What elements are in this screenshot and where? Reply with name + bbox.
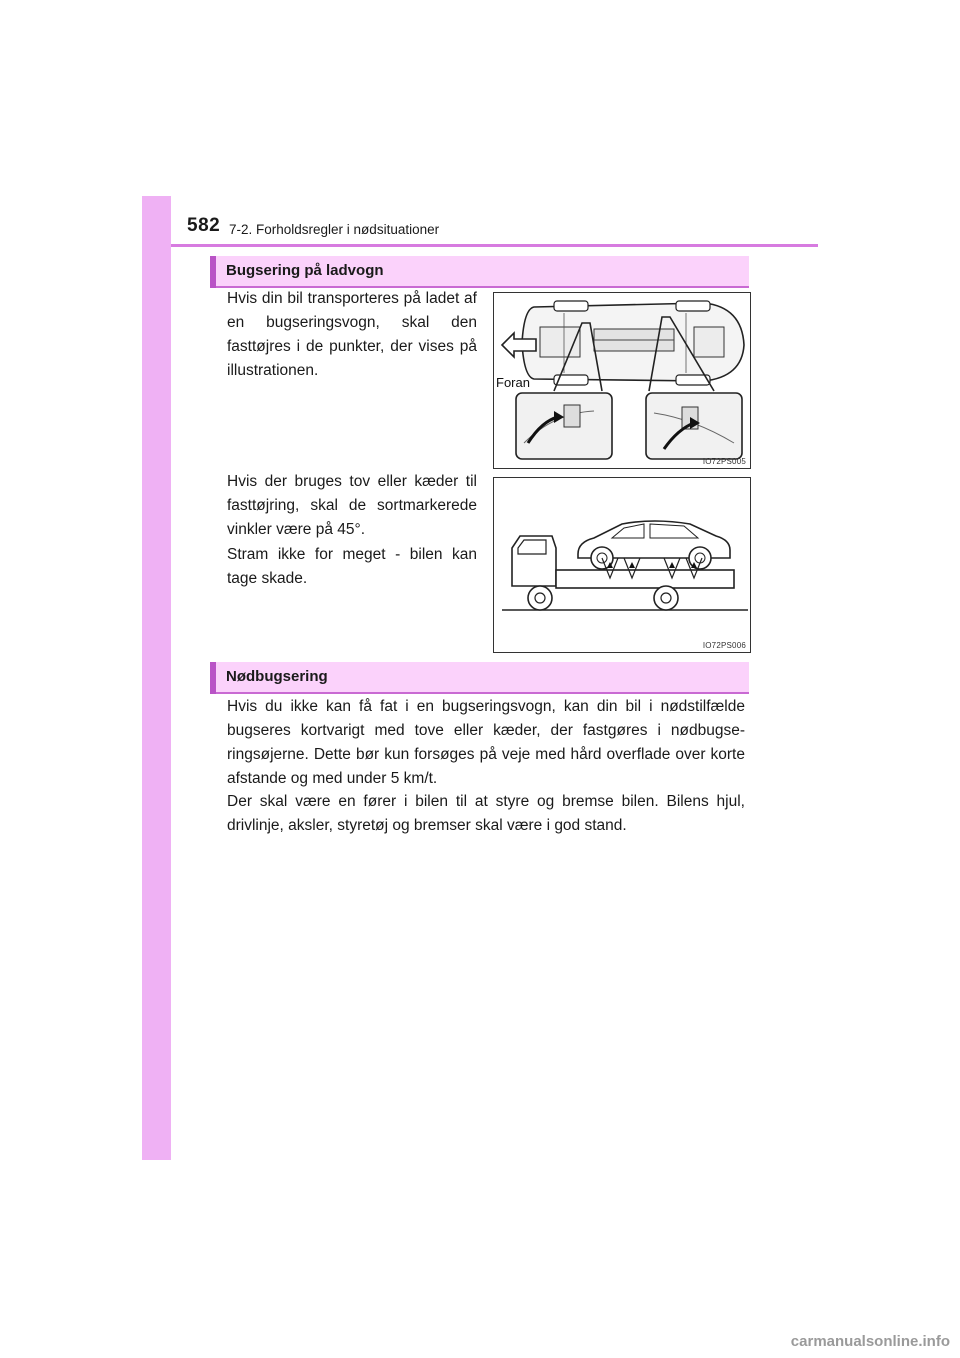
figure-code: IO72PS006 [702, 641, 746, 650]
section-heading-text: Bugsering på ladvogn [226, 262, 384, 279]
header-rule [171, 244, 818, 247]
watermark: carmanualsonline.info [790, 1333, 950, 1350]
chapter-side-strip [142, 196, 171, 1160]
figure-code: IO72PS005 [702, 457, 746, 466]
flatbed-illustration [494, 478, 750, 652]
paragraph-fastening-points: Hvis din bil transporteres på ladet af en bugseringsvogn, skal den fasttøjres i de punkter, der vises på illustrationen. [227, 290, 477, 379]
section-heading-bugsering-paa-ladvogn [210, 256, 749, 288]
section-heading-text: Nødbugsering [226, 668, 328, 685]
paragraph-driver-required: Der skal være en fører i bilen til at styre og bremse bilen. Bilens hjul, drivlinje, aksler, styretøj og bremser skal være i god stand. [227, 793, 745, 834]
chapter-title: 7-2. Forholdsregler i nødsituationer [229, 222, 440, 237]
page-number: 582 [187, 215, 221, 236]
section-heading-noedbugsering [210, 662, 749, 694]
paragraph-emergency-towing: Hvis du ikke kan få fat i en bugseringsvogn, kan din bil i nødstilfælde bugseres kortvarigt med tove eller kæder, der fastgøres i nødbugseringsøjerne. Dette bør kun forsøges på veje med hård overflade over korte afstande og med under 5 km/t. [227, 698, 745, 787]
figure-underbody-tie-down-points [493, 292, 751, 469]
paragraph-do-not-overtighten: Stram ikke for meget - bilen kan tage skade. [227, 546, 477, 587]
figure-label-front: Foran [496, 375, 530, 390]
paragraph-45-degree-angles: Hvis der bruges tov eller kæder til fasttøjring, skal de sortmarkerede vinkler være på 45°. [227, 473, 477, 538]
figure-car-on-flatbed [493, 477, 751, 653]
underbody-illustration [494, 293, 750, 468]
